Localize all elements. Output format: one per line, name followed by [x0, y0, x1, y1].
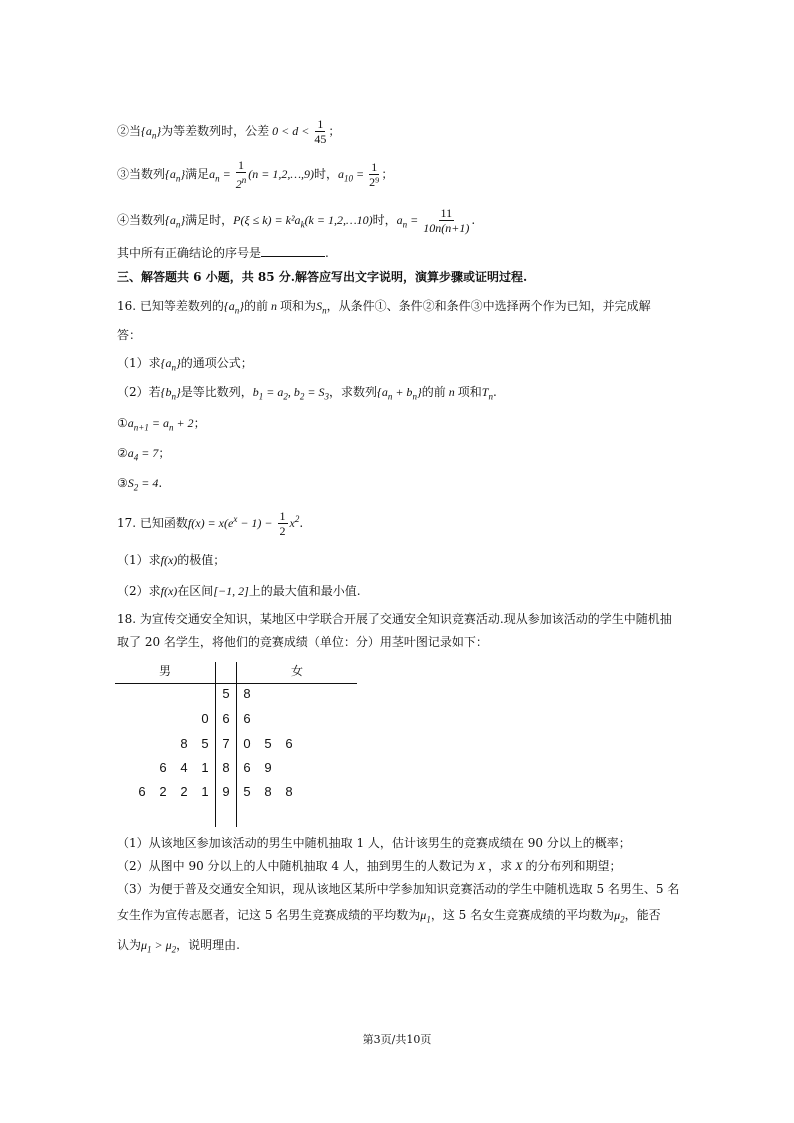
q15-item2-text: 为等差数列时，公差 [161, 124, 270, 138]
q16-part1: （1）求$\{a_n\}$的通项公式； [117, 356, 253, 373]
male-leaf: 6 [159, 760, 167, 775]
q18-part3-line1: （3）为便于普及交通安全知识，现从该地区某所中学参加知识竞赛活动的学生中随机选取 5 名男生、5 名 [117, 882, 680, 896]
q15-item3-fraction: $\frac{1}{2^n}$ [235, 158, 247, 191]
stem-right-divider [236, 662, 237, 827]
female-leaf: 8 [264, 784, 272, 799]
q15-item3: ③当数列$\{a_n\}$满足$a_n$ = $\frac{1}{2^n}$ (n = 1,2,…,9)时，$a_{10}$ = $\frac{1}{\text{2⁹}}$ ； [117, 158, 394, 191]
q16-part2: （2）若$\{b_n\}$是等比数列，$b_1 = a_2$, $b_2 = S_3$，求数列$\{a_n + b_n\}$的前 n 项和$T_n$. [117, 385, 497, 402]
q15-item4-expression: P(ξ ≤ k) = k²a [233, 213, 301, 227]
q17-stem: 17. 已知函数$f(x) = x(e^x - 1)$ − $\frac{1}{2}$ $x^2$. [117, 509, 304, 538]
male-leaf: 2 [180, 784, 188, 799]
stem-leaf-plot [115, 662, 357, 827]
q15-item4: ④当数列$\{a_n\}$满足时，$P(\xi \le k) = k^2a_k(k$ = 1,2,…10)时，$a_n$ = $\frac{11}{10n(n+1)}$ . [117, 206, 476, 235]
female-leaf: 8 [243, 686, 251, 701]
female-leaf: 0 [243, 736, 251, 751]
female-label: 女 [291, 664, 304, 678]
q15-item3-fraction2: $\frac{1}{\text{2⁹}}$ [369, 160, 380, 189]
q15-answer-prompt: 其中所有正确结论的序号是 . [117, 246, 329, 260]
q18-part1: （1）从该地区参加该活动的男生中随机抽取 1 人，估计该男生的竞赛成绩在 90 分以上的概率； [117, 836, 631, 850]
stem-left-divider [215, 662, 216, 827]
female-leaf: 5 [264, 736, 272, 751]
male-leaf: 1 [201, 760, 209, 775]
q18-part3-line2: 女生作为宣传志愿者，记这 5 名男生竞赛成绩的平均数为$\mu_1$，这 5 名女生竞赛成绩的平均数为$\mu_2$，能否 [117, 908, 661, 925]
male-leaf: 1 [201, 784, 209, 799]
q15-item4-text: 满足时， [185, 213, 234, 227]
q15-item2: ②当$\{a_n\}$为等差数列时，公差 0 < d < $\frac{1}{45}$ ； [117, 117, 341, 146]
q15-ask-text: 其中所有正确结论的序号是 [117, 246, 262, 260]
female-leaf: 9 [264, 760, 272, 775]
stem-digit: 5 [222, 686, 230, 701]
female-leaf: 5 [243, 784, 251, 799]
q15-item4-fraction: $\frac{11}{10n(n+1)}$ [423, 206, 470, 235]
q15-item3-prefix: ③当数列 [117, 167, 166, 181]
q15-item4-when: 时， [372, 213, 397, 227]
male-leaf: 2 [159, 784, 167, 799]
male-label: 男 [159, 664, 172, 678]
q17-part1: （1）求f(x)的极值； [117, 553, 226, 567]
page-footer: 第3页/共10页 [362, 1033, 432, 1046]
q15-item2-prefix: ②当 [117, 124, 142, 138]
q18-part2: （2）从图中 90 分以上的人中随机抽取 4 人，抽到男生的人数记为 X ，求 X 的分布列和期望； [117, 859, 622, 873]
q16-condition2: $②a_4 = 7$； [117, 446, 171, 463]
male-leaf: 6 [138, 784, 146, 799]
q16-condition3: $③S_2 = 4$. [117, 476, 163, 493]
section3-heading: 三、解答题共 6 小题，共 85 分.解答应写出文字说明，演算步骤或证明过程. [117, 270, 528, 284]
female-leaf: 6 [285, 736, 293, 751]
female-leaf: 6 [243, 711, 251, 726]
q15-item4-condition: (k = 1,2,…10) [304, 213, 373, 227]
q18-stem-line1: 18. 为宣传交通安全知识，某地区中学联合开展了交通安全知识竞赛活动.现从参加该活动的学生中随机抽 [117, 612, 672, 626]
q17-part2: （2）求f(x)在区间[−1, 2]上的最大值和最小值. [117, 584, 361, 598]
q18-stem-line2: 取了 20 名学生，将他们的竞赛成绩（单位：分）用茎叶图记录如下： [117, 635, 488, 649]
q16-stem-cont: 答： [117, 328, 142, 342]
stem-digit: 8 [222, 760, 230, 775]
stem-digit: 7 [222, 736, 230, 751]
male-leaf: 8 [180, 736, 188, 751]
q15-item2-fraction: $\frac{1}{45}$ [314, 117, 327, 146]
stem-digit: 6 [222, 711, 230, 726]
q16-stem: 16. 已知等差数列的$\{a_n\}$的前 n 项和为$S_n$，从条件①、条件②和条件③中选择两个作为已知，并完成解 [117, 299, 651, 316]
q18-part3-line3: 认为$\mu_1 > \mu_2$，说明理由. [117, 938, 240, 955]
male-leaf: 0 [201, 711, 209, 726]
female-leaf: 6 [243, 760, 251, 775]
female-leaf: 8 [285, 784, 293, 799]
q15-answer-blank[interactable] [261, 244, 325, 257]
q15-item3-when: 时， [314, 167, 339, 181]
q15-item3-text: 满足 [185, 167, 210, 181]
q15-item4-prefix: ④当数列 [117, 213, 166, 227]
q15-item3-condition: (n = 1,2,…,9) [248, 167, 315, 181]
male-leaf: 5 [201, 736, 209, 751]
male-leaf: 4 [180, 760, 188, 775]
q16-condition1: $①a_{n+1} = a_n + 2$； [117, 416, 206, 433]
stem-digit: 9 [222, 784, 230, 799]
